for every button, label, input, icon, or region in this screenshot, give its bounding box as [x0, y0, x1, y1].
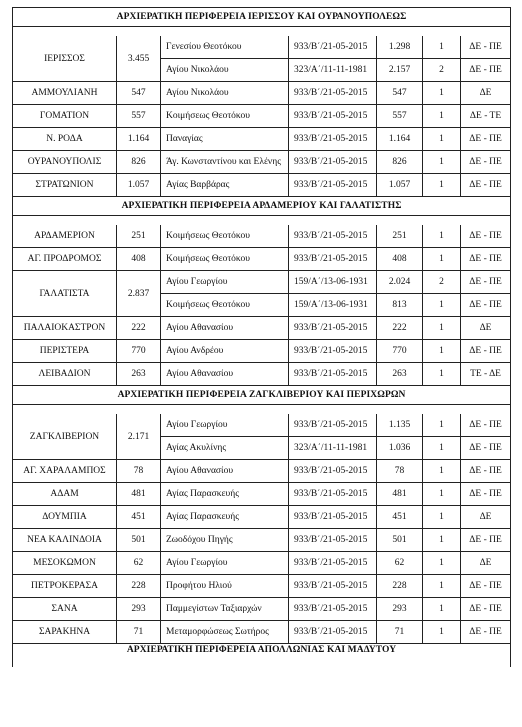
table-row	[13, 621, 511, 644]
table-row	[13, 575, 511, 598]
church-cell: Κοιμήσεως Θεοτόκου	[161, 105, 289, 128]
table-row	[13, 271, 511, 294]
church-cell: Ζωοδόχου Πηγής	[161, 529, 289, 552]
priests-cell: 1	[423, 317, 461, 340]
document-page	[12, 7, 510, 667]
church-cell: Αγίου Νικολάου	[161, 59, 289, 82]
gazette-cell: 933/Β΄/21-05-2015	[289, 82, 377, 105]
village-cell: ΝΕΑ ΚΑΛΙΝΔΟΙΑ	[13, 529, 117, 552]
parish-population-cell: 547	[377, 82, 423, 105]
church-cell: Άγ. Κωνσταντίνου και Ελένης	[161, 151, 289, 174]
church-cell: Αγίου Γεωργίου	[161, 414, 289, 437]
gazette-cell: 933/Β΄/21-05-2015	[289, 621, 377, 644]
priests-cell: 1	[423, 460, 461, 483]
gazette-cell: 933/Β΄/21-05-2015	[289, 248, 377, 271]
gazette-cell: 933/Β΄/21-05-2015	[289, 575, 377, 598]
village-cell: ΑΜΜΟΥΛΙΑΝΗ	[13, 82, 117, 105]
section-header-row	[13, 644, 511, 668]
spacer-cell	[13, 27, 511, 37]
parish-population-cell: 78	[377, 460, 423, 483]
parish-population-cell: 2.024	[377, 271, 423, 294]
population-cell: 501	[117, 529, 161, 552]
population-cell: 547	[117, 82, 161, 105]
parish-table	[12, 7, 511, 667]
village-cell: ΣΑΝΑ	[13, 598, 117, 621]
section-spacer	[13, 405, 511, 415]
parish-population-cell: 71	[377, 621, 423, 644]
parish-population-cell: 1.135	[377, 414, 423, 437]
church-cell: Παναγίας	[161, 128, 289, 151]
days-cell: ΔΕ - ΠΕ	[461, 340, 511, 363]
table-row	[13, 340, 511, 363]
church-cell: Αγίας Παρασκευής	[161, 506, 289, 529]
table-row	[13, 82, 511, 105]
church-cell: Αγίου Αθανασίου	[161, 460, 289, 483]
church-cell: Αγίου Γεωργίου	[161, 552, 289, 575]
parish-population-cell: 2.157	[377, 59, 423, 82]
section-header-row	[13, 8, 511, 27]
days-cell: ΔΕ - ΠΕ	[461, 414, 511, 437]
church-cell: Γενεσίου Θεοτόκου	[161, 36, 289, 59]
priests-cell: 1	[423, 82, 461, 105]
village-cell: ΖΑΓΚΛΙΒΕΡΙΟΝ	[13, 414, 117, 460]
parish-population-cell: 770	[377, 340, 423, 363]
village-cell: ΠΕΤΡΟΚΕΡΑΣΑ	[13, 575, 117, 598]
priests-cell: 1	[423, 340, 461, 363]
parish-population-cell: 62	[377, 552, 423, 575]
population-cell: 451	[117, 506, 161, 529]
parish-population-cell: 501	[377, 529, 423, 552]
table-row	[13, 506, 511, 529]
priests-cell: 1	[423, 174, 461, 197]
days-cell: ΔΕ - ΠΕ	[461, 59, 511, 82]
priests-cell: 1	[423, 36, 461, 59]
population-cell: 1.164	[117, 128, 161, 151]
table-row	[13, 174, 511, 197]
population-cell: 78	[117, 460, 161, 483]
priests-cell: 1	[423, 483, 461, 506]
gazette-cell: 933/Β΄/21-05-2015	[289, 414, 377, 437]
village-cell: ΓΑΛΑΤΙΣΤΑ	[13, 271, 117, 317]
church-cell: Αγίου Αθανασίου	[161, 363, 289, 386]
population-cell: 62	[117, 552, 161, 575]
village-cell: ΙΕΡΙΣΣΟΣ	[13, 36, 117, 82]
section-spacer	[13, 27, 511, 37]
section-spacer	[13, 216, 511, 226]
church-cell: Κοιμήσεως Θεοτόκου	[161, 225, 289, 248]
population-cell: 770	[117, 340, 161, 363]
priests-cell: 1	[423, 437, 461, 460]
gazette-cell: 933/Β΄/21-05-2015	[289, 105, 377, 128]
days-cell: ΔΕ - ΠΕ	[461, 271, 511, 294]
table-row	[13, 36, 511, 59]
days-cell: ΔΕ - ΠΕ	[461, 598, 511, 621]
church-cell: Αγίας Ακυλίνης	[161, 437, 289, 460]
village-cell: ΑΓ. ΠΡΟΔΡΟΜΟΣ	[13, 248, 117, 271]
village-cell: ΓΟΜΑΤΙΟΝ	[13, 105, 117, 128]
days-cell: ΤΕ - ΔΕ	[461, 363, 511, 386]
table-row	[13, 151, 511, 174]
population-cell: 222	[117, 317, 161, 340]
table-row	[13, 248, 511, 271]
priests-cell: 1	[423, 225, 461, 248]
gazette-cell: 933/Β΄/21-05-2015	[289, 128, 377, 151]
parish-population-cell: 813	[377, 294, 423, 317]
church-cell: Μεταμορφώσεως Σωτήρος	[161, 621, 289, 644]
village-cell: ΛΕΙΒΑΔΙΟΝ	[13, 363, 117, 386]
gazette-cell: 159/Α΄/13-06-1931	[289, 294, 377, 317]
gazette-cell: 933/Β΄/21-05-2015	[289, 483, 377, 506]
village-cell: Ν. ΡΟΔΑ	[13, 128, 117, 151]
days-cell: ΔΕ - ΠΕ	[461, 483, 511, 506]
table-row	[13, 317, 511, 340]
priests-cell: 1	[423, 248, 461, 271]
days-cell: ΔΕ - ΠΕ	[461, 437, 511, 460]
gazette-cell: 933/Β΄/21-05-2015	[289, 225, 377, 248]
days-cell: ΔΕ	[461, 552, 511, 575]
population-cell: 2.837	[117, 271, 161, 317]
spacer-cell	[13, 405, 511, 415]
section-title: ΑΡΧΙΕΡΑΤΙΚΗ ΠΕΡΙΦΕΡΕΙΑ ΑΡΔΑΜΕΡΙΟΥ ΚΑΙ ΓΑΛΑΤΙΣΤΗΣ	[13, 197, 511, 216]
priests-cell: 1	[423, 151, 461, 174]
section-title: ΑΡΧΙΕΡΑΤΙΚΗ ΠΕΡΙΦΕΡΕΙΑ ΖΑΓΚΛΙΒΕΡΙΟΥ ΚΑΙ ΠΕΡΙΧΩΡΩΝ	[13, 386, 511, 405]
parish-population-cell: 481	[377, 483, 423, 506]
section-title: ΑΡΧΙΕΡΑΤΙΚΗ ΠΕΡΙΦΕΡΕΙΑ ΙΕΡΙΣΣΟΥ ΚΑΙ ΟΥΡΑΝΟΥΠΟΛΕΩΣ	[13, 8, 511, 27]
priests-cell: 1	[423, 529, 461, 552]
population-cell: 1.057	[117, 174, 161, 197]
table-row	[13, 414, 511, 437]
priests-cell: 1	[423, 294, 461, 317]
population-cell: 3.455	[117, 36, 161, 82]
days-cell: ΔΕ - ΠΕ	[461, 151, 511, 174]
days-cell: ΔΕ - ΠΕ	[461, 460, 511, 483]
table-row	[13, 460, 511, 483]
days-cell: ΔΕ - ΠΕ	[461, 294, 511, 317]
gazette-cell: 933/Β΄/21-05-2015	[289, 151, 377, 174]
parish-population-cell: 1.036	[377, 437, 423, 460]
priests-cell: 1	[423, 506, 461, 529]
priests-cell: 1	[423, 414, 461, 437]
section-header-row	[13, 197, 511, 216]
population-cell: 2.171	[117, 414, 161, 460]
priests-cell: 1	[423, 363, 461, 386]
church-cell: Προφήτου Ηλιού	[161, 575, 289, 598]
priests-cell: 2	[423, 271, 461, 294]
gazette-cell: 323/Α΄/11-11-1981	[289, 437, 377, 460]
village-cell: ΑΡΔΑΜΕΡΙΟΝ	[13, 225, 117, 248]
parish-population-cell: 826	[377, 151, 423, 174]
priests-cell: 1	[423, 552, 461, 575]
days-cell: ΔΕ	[461, 506, 511, 529]
gazette-cell: 933/Β΄/21-05-2015	[289, 529, 377, 552]
priests-cell: 2	[423, 59, 461, 82]
parish-population-cell: 1.057	[377, 174, 423, 197]
village-cell: ΔΟΥΜΠΙΑ	[13, 506, 117, 529]
gazette-cell: 933/Β΄/21-05-2015	[289, 552, 377, 575]
days-cell: ΔΕ - ΠΕ	[461, 225, 511, 248]
parish-population-cell: 451	[377, 506, 423, 529]
parish-population-cell: 263	[377, 363, 423, 386]
village-cell: ΣΑΡΑΚΗΝΑ	[13, 621, 117, 644]
population-cell: 251	[117, 225, 161, 248]
village-cell: ΠΕΡΙΣΤΕΡΑ	[13, 340, 117, 363]
village-cell: ΟΥΡΑΝΟΥΠΟΛΙΣ	[13, 151, 117, 174]
spacer-cell	[13, 216, 511, 226]
church-cell: Αγίου Ανδρέου	[161, 340, 289, 363]
population-cell: 228	[117, 575, 161, 598]
church-cell: Αγίου Γεωργίου	[161, 271, 289, 294]
population-cell: 293	[117, 598, 161, 621]
church-cell: Αγίας Παρασκευής	[161, 483, 289, 506]
village-cell: ΑΔΑΜ	[13, 483, 117, 506]
gazette-cell: 933/Β΄/21-05-2015	[289, 363, 377, 386]
priests-cell: 1	[423, 575, 461, 598]
days-cell: ΔΕ	[461, 82, 511, 105]
gazette-cell: 323/Α΄/11-11-1981	[289, 59, 377, 82]
parish-population-cell: 1.298	[377, 36, 423, 59]
days-cell: ΔΕ - ΠΕ	[461, 575, 511, 598]
parish-population-cell: 408	[377, 248, 423, 271]
table-row	[13, 598, 511, 621]
village-cell: ΜΕΣΟΚΩΜΟΝ	[13, 552, 117, 575]
table-row	[13, 363, 511, 386]
church-cell: Αγίου Νικολάου	[161, 82, 289, 105]
population-cell: 826	[117, 151, 161, 174]
table-row	[13, 529, 511, 552]
days-cell: ΔΕ - ΤΕ	[461, 105, 511, 128]
gazette-cell: 933/Β΄/21-05-2015	[289, 460, 377, 483]
table-row	[13, 128, 511, 151]
population-cell: 71	[117, 621, 161, 644]
table-row	[13, 105, 511, 128]
priests-cell: 1	[423, 128, 461, 151]
priests-cell: 1	[423, 621, 461, 644]
gazette-cell: 933/Β΄/21-05-2015	[289, 36, 377, 59]
church-cell: Κοιμήσεως Θεοτόκου	[161, 248, 289, 271]
population-cell: 481	[117, 483, 161, 506]
section-header-row	[13, 386, 511, 405]
gazette-cell: 159/Α΄/13-06-1931	[289, 271, 377, 294]
village-cell: ΠΑΛΑΙΟΚΑΣΤΡΟΝ	[13, 317, 117, 340]
priests-cell: 1	[423, 598, 461, 621]
church-cell: Αγίου Αθανασίου	[161, 317, 289, 340]
gazette-cell: 933/Β΄/21-05-2015	[289, 174, 377, 197]
parish-population-cell: 1.164	[377, 128, 423, 151]
parish-population-cell: 557	[377, 105, 423, 128]
parish-population-cell: 293	[377, 598, 423, 621]
village-cell: ΑΓ. ΧΑΡΑΛΑΜΠΟΣ	[13, 460, 117, 483]
population-cell: 557	[117, 105, 161, 128]
gazette-cell: 933/Β΄/21-05-2015	[289, 506, 377, 529]
priests-cell: 1	[423, 105, 461, 128]
days-cell: ΔΕ - ΠΕ	[461, 128, 511, 151]
parish-population-cell: 251	[377, 225, 423, 248]
church-cell: Αγίας Βαρβάρας	[161, 174, 289, 197]
gazette-cell: 933/Β΄/21-05-2015	[289, 598, 377, 621]
days-cell: ΔΕ	[461, 317, 511, 340]
days-cell: ΔΕ - ΠΕ	[461, 174, 511, 197]
church-cell: Κοιμήσεως Θεοτόκου	[161, 294, 289, 317]
church-cell: Παμμεγίστων Ταξιαρχών	[161, 598, 289, 621]
days-cell: ΔΕ - ΠΕ	[461, 621, 511, 644]
gazette-cell: 933/Β΄/21-05-2015	[289, 317, 377, 340]
gazette-cell: 933/Β΄/21-05-2015	[289, 340, 377, 363]
days-cell: ΔΕ - ΠΕ	[461, 529, 511, 552]
table-row	[13, 552, 511, 575]
days-cell: ΔΕ - ΠΕ	[461, 248, 511, 271]
table-row	[13, 483, 511, 506]
population-cell: 263	[117, 363, 161, 386]
section-title: ΑΡΧΙΕΡΑΤΙΚΗ ΠΕΡΙΦΕΡΕΙΑ ΑΠΟΛΛΩΝΙΑΣ ΚΑΙ ΜΑΔΥΤΟΥ	[13, 644, 511, 668]
population-cell: 408	[117, 248, 161, 271]
days-cell: ΔΕ - ΠΕ	[461, 36, 511, 59]
table-row	[13, 225, 511, 248]
village-cell: ΣΤΡΑΤΩΝΙΟΝ	[13, 174, 117, 197]
parish-population-cell: 228	[377, 575, 423, 598]
parish-population-cell: 222	[377, 317, 423, 340]
